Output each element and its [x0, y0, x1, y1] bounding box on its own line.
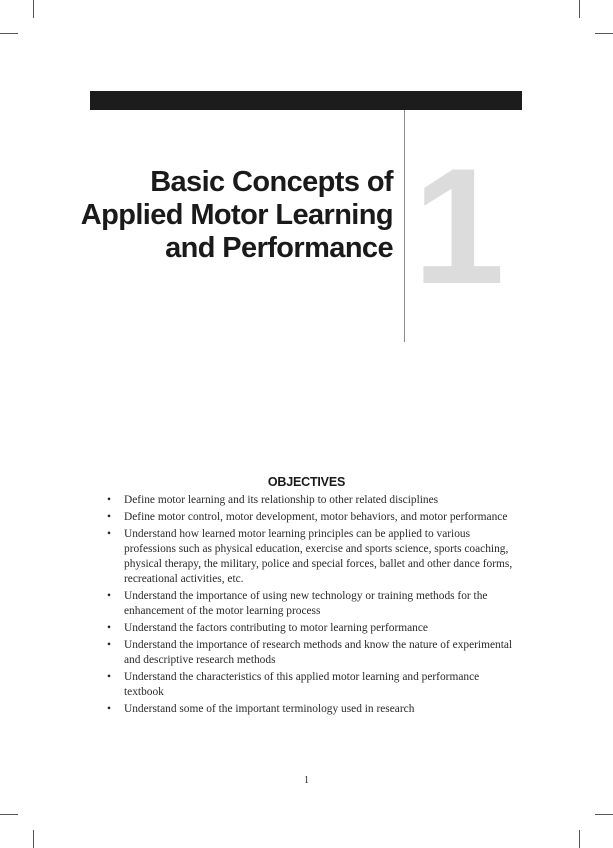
objective-item [107, 493, 517, 508]
crop-mark-bottom-right-h [595, 814, 613, 815]
objective-item [107, 702, 517, 717]
objective-item [107, 527, 517, 587]
bullet-icon: • [107, 622, 111, 634]
objectives-heading: OBJECTIVES [267, 475, 346, 489]
crop-mark-top-left-h [0, 33, 18, 34]
bullet-icon: • [107, 590, 111, 602]
objective-text: Understand the characteristics of this applied motor learning and performance textbook [124, 671, 480, 698]
objectives-list [107, 493, 517, 719]
chapter-title-line: Basic Concepts of [150, 166, 393, 198]
bullet-icon: • [107, 703, 111, 715]
objective-text: Understand how learned motor learning principles can be applied to various professions such as physical education, exercise and sports science, sports coaching, physical therapy, the military, police and special forces, ballet and other dance forms, recreational activities, etc. [124, 528, 513, 585]
objective-text: Understand the importance of research methods and know the nature of experimental and descriptive research methods [124, 639, 513, 666]
objective-text: Understand some of the important terminology used in research [124, 703, 415, 715]
chapter-title [73, 166, 393, 265]
objective-item [107, 621, 517, 636]
objective-text: Define motor control, motor development, motor behaviors, and motor performance [124, 511, 508, 523]
crop-mark-top-right-h [595, 33, 613, 34]
crop-mark-bottom-left-h [0, 814, 18, 815]
chapter-title-line: and Performance [165, 232, 393, 264]
objective-text: Understand the importance of using new technology or training methods for the enhancement of the motor learning process [124, 590, 488, 617]
page-number: 1 [304, 775, 309, 786]
chapter-header-bar [90, 91, 522, 110]
objective-item [107, 670, 517, 700]
objective-text: Understand the factors contributing to motor learning performance [124, 622, 428, 634]
chapter-title-line: Applied Motor Learning [80, 199, 393, 231]
crop-mark-bottom-right-v [579, 830, 580, 848]
bullet-icon: • [107, 494, 111, 506]
objective-item [107, 510, 517, 525]
crop-mark-top-right-v [579, 0, 580, 18]
objective-text: Define motor learning and its relationship to other related disciplines [124, 494, 439, 506]
objective-item [107, 589, 517, 619]
chapter-divider-rule [404, 110, 405, 342]
bullet-icon: • [107, 671, 111, 683]
bullet-icon: • [107, 511, 111, 523]
objective-item [107, 638, 517, 668]
bullet-icon: • [107, 639, 111, 651]
crop-mark-bottom-left-v [33, 830, 34, 848]
bullet-icon: • [107, 528, 111, 540]
crop-mark-top-left-v [33, 0, 34, 18]
chapter-number: 1 [413, 134, 499, 318]
